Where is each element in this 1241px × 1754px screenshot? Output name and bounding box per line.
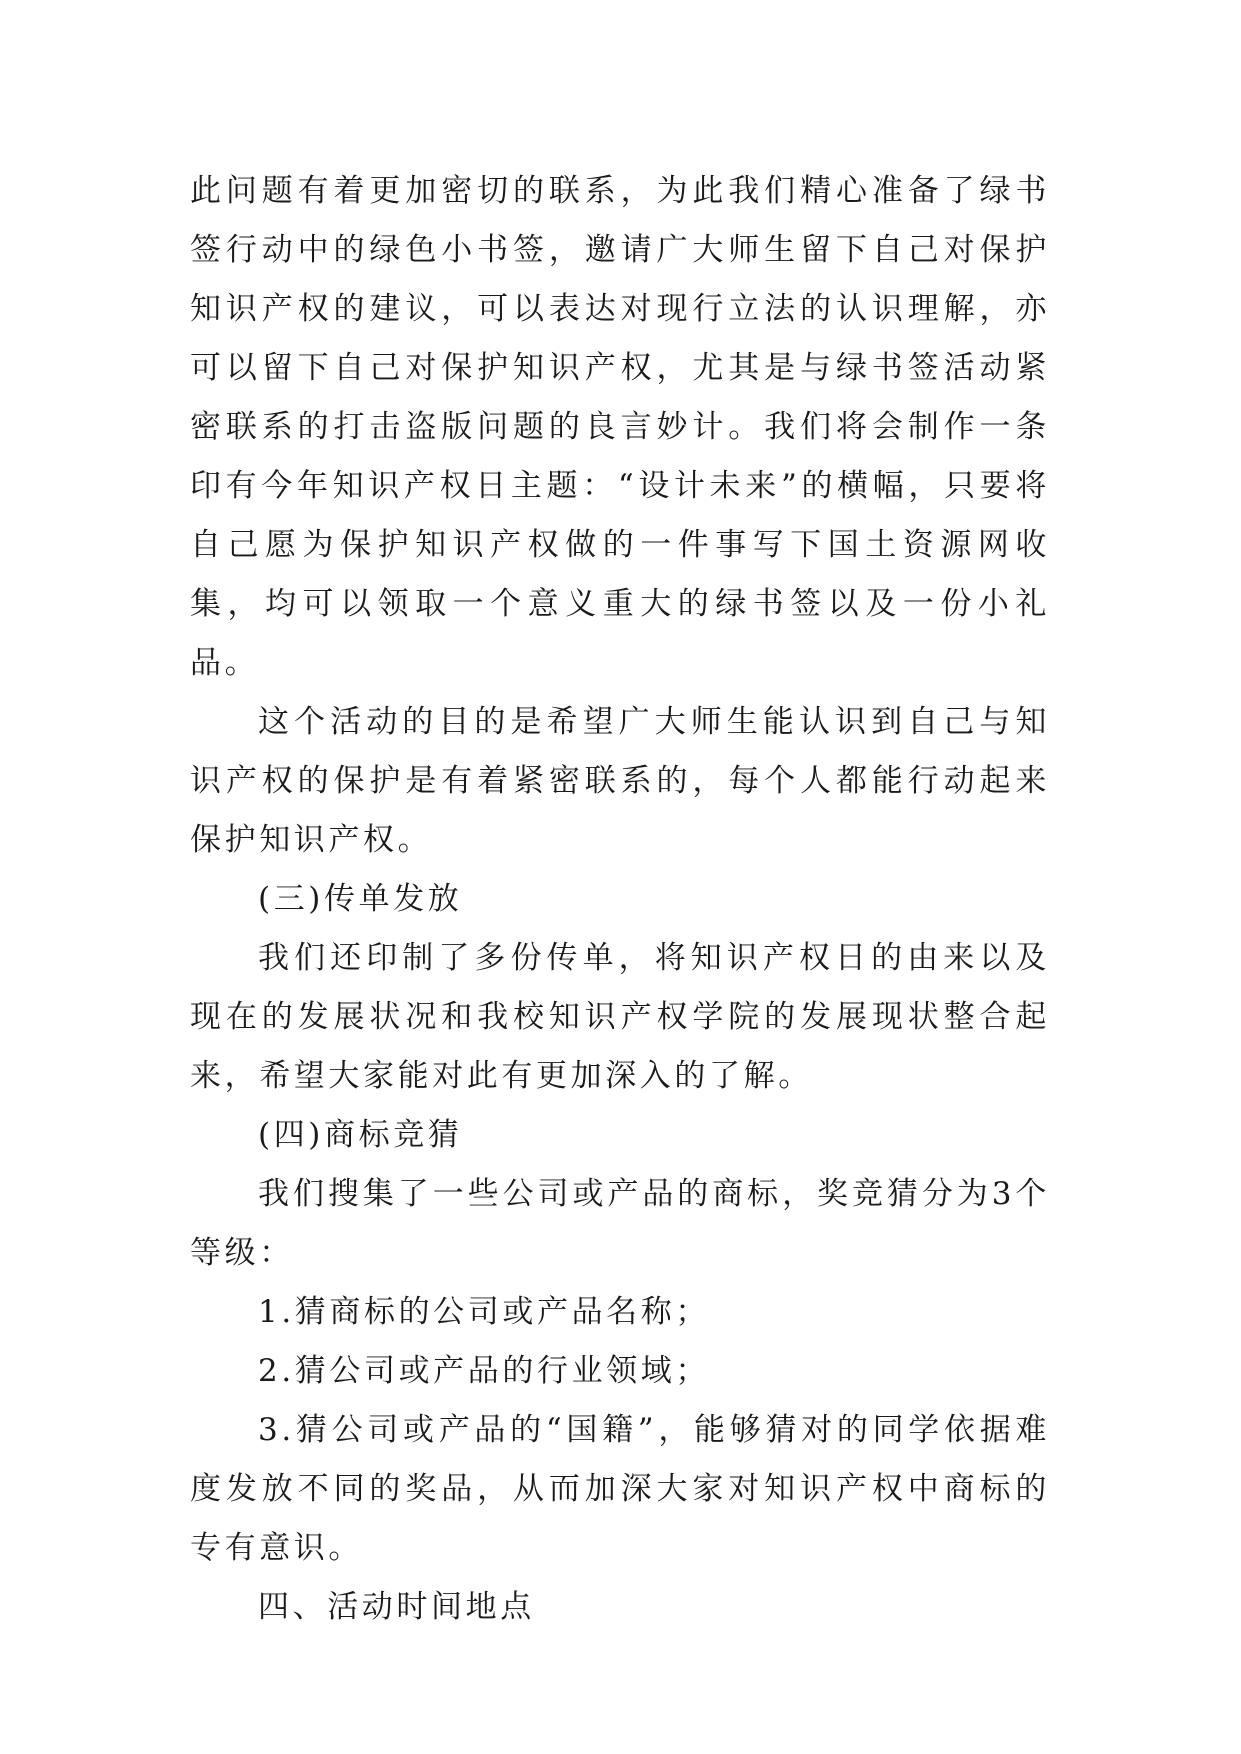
- paragraph-green-bookmark-activity: 此问题有着更加密切的联系，为此我们精心准备了绿书签行动中的绿色小书签，邀请广大师生留下自己对保护知识产权的建议，可以表达对现行立法的认识理解，亦可以留下自己对保护知识产权，尤其是与绿书签活动紧密联系的打击盗版问题的良言妙计。我们将会制作一条印有今年知识产权日主题：“设计未来”的横幅，只要将自己愿为保护知识产权做的一件事写下国土资源网收集，均可以领取一个意义重大的绿书签以及一份小礼品。: [190, 173, 1050, 681]
- section-heading-trademark-quiz: (四)商标竞猜: [258, 1117, 463, 1153]
- document-body: [190, 162, 1050, 1637]
- list-item-level-3: 3.猜公司或产品的“国籍”，能够猜对的同学依据难度发放不同的奖品，从而加深大家对知识产权中商标的专有意识。: [190, 1412, 1050, 1566]
- paragraph-activity-purpose: 这个活动的目的是希望广大师生能认识到自己与知识产权的保护是有着紧密联系的，每个人都能行动起来保护知识产权。: [190, 704, 1050, 858]
- paragraph-leaflets: 我们还印制了多份传单，将知识产权日的由来以及现在的发展状况和我校知识产权学院的发展现状整合起来，希望大家能对此有更加深入的了解。: [190, 940, 1050, 1094]
- section-heading-leaflets: (三)传单发放: [258, 881, 463, 917]
- list-item-level-1: 1.猜商标的公司或产品名称；: [258, 1294, 710, 1330]
- list-item-level-2: 2.猜公司或产品的行业领域；: [258, 1353, 710, 1389]
- section-heading-time-location: 四、活动时间地点: [258, 1589, 535, 1625]
- paragraph-trademark-quiz: 我们搜集了一些公司或产品的商标，奖竞猜分为3个等级：: [190, 1176, 1050, 1271]
